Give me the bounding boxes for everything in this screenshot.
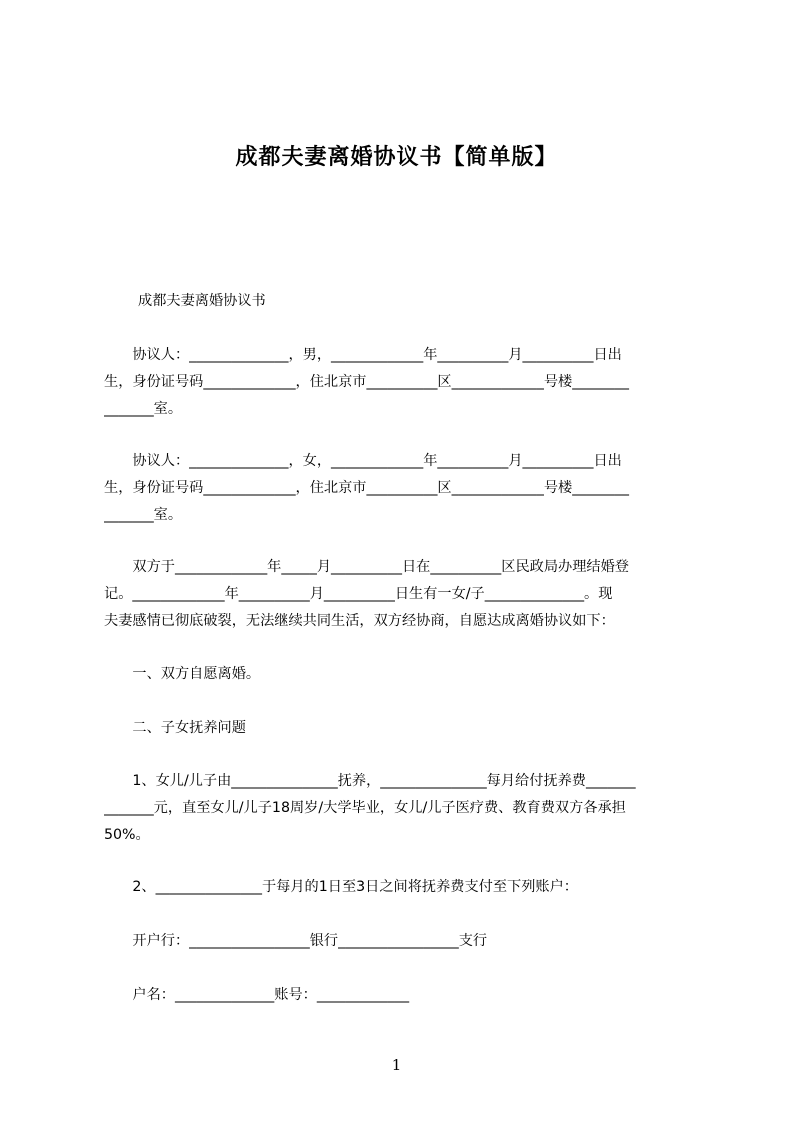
party2-line-3: _______室。 <box>104 507 183 523</box>
payment-text: 2、_______________于每月的1日至3日之间将抚养费支付至下列账户： <box>104 879 578 895</box>
party2-paragraph <box>104 448 700 529</box>
clause-1 <box>104 661 700 688</box>
document-subtitle <box>104 288 700 315</box>
party1-line-1: 协议人：______________，男，_____________年__________月__________日出 <box>104 347 622 363</box>
marriage-line-2: 记。_____________年__________月__________日生有一女/子______________。现 <box>104 586 613 602</box>
party1-line-3: _______室。 <box>104 401 183 417</box>
bank-paragraph <box>104 928 700 955</box>
party1-paragraph <box>104 342 700 423</box>
child-support-paragraph <box>104 768 700 849</box>
marriage-paragraph <box>104 554 700 635</box>
party2-line-2: 生，身份证号码_____________，住北京市__________区_____________号楼________ <box>104 480 629 496</box>
marriage-line-1: 双方于_____________年_____月__________日在__________区民政局办理结婚登 <box>104 559 629 575</box>
clause-2 <box>104 715 700 742</box>
child-support-line-2: _______元，直至女儿/儿子18周岁/大学毕业，女儿/儿子医疗费、教育费双方各承担 <box>104 800 626 816</box>
party1-line-2: 生，身份证号码_____________，住北京市__________区_____________号楼________ <box>104 374 629 390</box>
document-title: 成都夫妻离婚协议书【简单版】 <box>235 145 558 170</box>
marriage-line-3: 夫妻感情已彻底破裂，无法继续共同生活，双方经协商，自愿达成离婚协议如下： <box>104 613 615 629</box>
party2-line-1: 协议人：______________，女，_____________年__________月__________日出 <box>104 453 622 469</box>
page-number: 1 <box>391 1056 402 1074</box>
child-support-line-1: 1、女儿/儿子由_______________抚养，_______________每月给付抚养费_______ <box>104 773 636 789</box>
subtitle-line: 成都夫妻离婚协议书 <box>138 293 266 309</box>
account-paragraph <box>104 982 700 1009</box>
account-text: 户名：______________账号：_____________ <box>104 987 410 1003</box>
clause-2-text: 二、子女抚养问题 <box>104 720 246 736</box>
payment-paragraph <box>104 874 700 901</box>
child-support-line-3: 50%。 <box>104 827 150 843</box>
bank-text: 开户行：_________________银行_________________支行 <box>104 933 488 949</box>
clause-1-text: 一、双方自愿离婚。 <box>104 666 261 682</box>
